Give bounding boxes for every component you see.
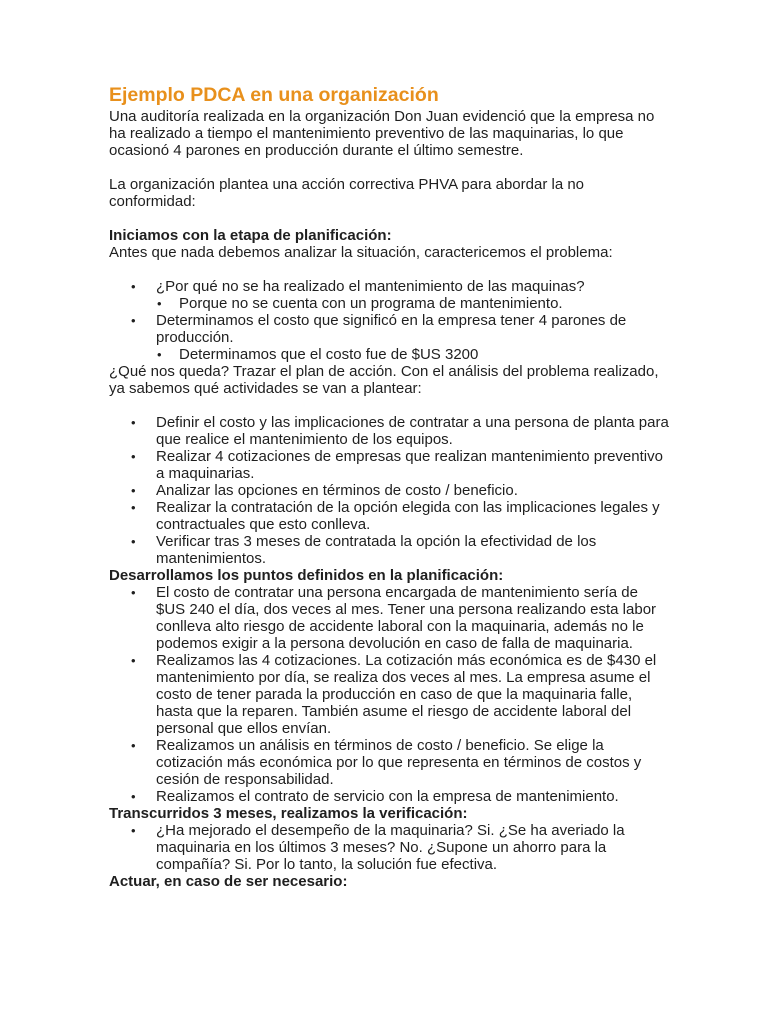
list-item: • Determinamos el costo que significó en la empresa tener 4 parones de producción. (109, 312, 669, 346)
do-heading: Desarrollamos los puntos definidos en la planificación: (109, 567, 504, 584)
list-item: • Definir el costo y las implicaciones de contratar a una persona de planta para que realice el mantenimiento de los equipos. (109, 414, 669, 448)
plan-activities-list (109, 414, 669, 567)
page-title: Ejemplo PDCA en una organización (109, 84, 439, 106)
do-list (109, 584, 669, 805)
list-item: • ¿Ha mejorado el desempeño de la maquinaria? Si. ¿Se ha averiado la maquinaria en los últimos 3 meses? No. ¿Supone un ahorro para la compañía? Si. Por lo tanto, la solución fue efectiva. (109, 822, 669, 873)
plan-text: Antes que nada debemos analizar la situación, caractericemos el problema: (109, 244, 613, 261)
list-item: • Realizamos un análisis en términos de costo / beneficio. Se elige la cotización más económica por lo que representa en términos de costos y cesión de responsabilidad. (109, 737, 669, 788)
intro-paragraph: Una auditoría realizada en la organización Don Juan evidenció que la empresa no ha realizado a tiempo el mantenimiento preventivo de las maquinarias, lo que ocasionó 4 parones en producción durante el último semestre. (109, 108, 655, 159)
spacer (109, 261, 669, 278)
plan-analysis-list (109, 278, 669, 363)
list-item: • Porque no se cuenta con un programa de mantenimiento. (109, 295, 669, 312)
list-item: • Realizar 4 cotizaciones de empresas que realizan mantenimiento preventivo a maquinarias. (109, 448, 669, 482)
intro-paragraph-2: La organización plantea una acción correctiva PHVA para abordar la no conformidad: (109, 176, 585, 210)
list-item: • ¿Por qué no se ha realizado el mantenimiento de las maquinas? (109, 278, 669, 295)
list-item: • Verificar tras 3 meses de contratada la opción la efectividad de los mantenimientos. (109, 533, 669, 567)
list-item: • Determinamos que el costo fue de $US 3200 (109, 346, 669, 363)
list-item: • Realizamos el contrato de servicio con la empresa de mantenimiento. (109, 788, 669, 805)
check-heading: Transcurridos 3 meses, realizamos la verificación: (109, 805, 468, 822)
list-item: • Realizamos las 4 cotizaciones. La cotización más económica es de $430 el mantenimiento por día, se realiza dos veces al mes. La empresa asume el costo de tener parada la producción en caso de que la maquinaria falle, hasta que la reparen. También asume el riesgo de accidente laboral del personal que ellos envían. (109, 652, 669, 737)
list-item: • Analizar las opciones en términos de costo / beneficio. (109, 482, 669, 499)
spacer (109, 397, 669, 414)
document-content (109, 84, 669, 890)
list-item: • Realizar la contratación de la opción elegida con las implicaciones legales y contractuales que esto conlleva. (109, 499, 669, 533)
spacer (109, 210, 669, 227)
act-heading: Actuar, en caso de ser necesario: (109, 873, 348, 890)
plan-next-text: ¿Qué nos queda? Trazar el plan de acción. Con el análisis del problema realizado, ya sabemos qué actividades se van a plantear: (109, 363, 659, 397)
spacer (109, 159, 669, 176)
plan-heading: Iniciamos con la etapa de planificación: (109, 227, 392, 244)
list-item: • El costo de contratar una persona encargada de mantenimiento sería de $US 240 el día, dos veces al mes. Tener una persona realizando esta labor conlleva alto riesgo de accidente laboral con la maquinaria, además no le podemos exigir a la persona devolución en caso de falla de maquinaria. (109, 584, 669, 652)
check-list (109, 822, 669, 873)
